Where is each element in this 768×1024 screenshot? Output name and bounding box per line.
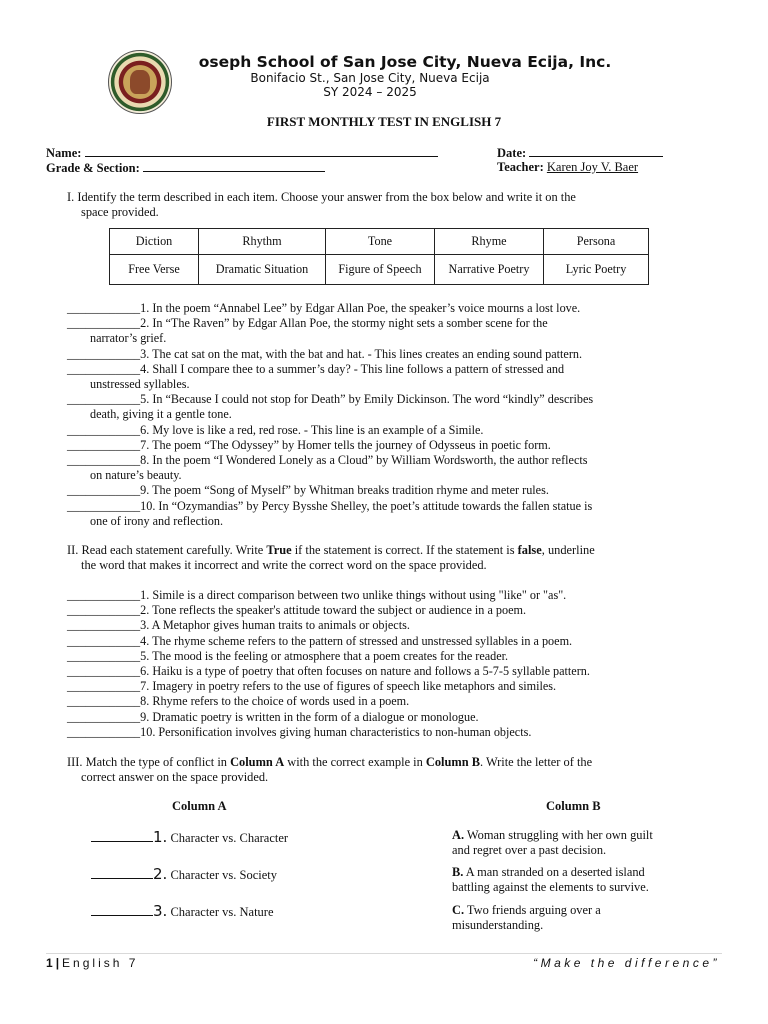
list-item bbox=[67, 725, 727, 740]
item-text: 1. Simile is a direct comparison between two unlike things without using "like" or "as". bbox=[140, 588, 567, 602]
item-text-cont: narrator’s grief. bbox=[90, 331, 167, 346]
term-cell: Dramatic Situation bbox=[199, 255, 326, 285]
item-text: 9. The poem “Song of Myself” by Whitman breaks tradition rhyme and meter rules. bbox=[140, 483, 549, 498]
answer-blank[interactable]: ____________ bbox=[67, 588, 141, 602]
choice-letter: A. bbox=[452, 828, 465, 842]
item-text: 4. The rhyme scheme refers to the pattern of stressed and unstressed syllables in a poem. bbox=[140, 633, 573, 648]
part1-instruction bbox=[67, 190, 727, 220]
list-item bbox=[67, 423, 727, 438]
part3-instr-text: III. Match the type of conflict in bbox=[67, 755, 231, 769]
school-address-block bbox=[150, 71, 590, 99]
date-field[interactable] bbox=[529, 145, 663, 157]
answer-blank[interactable]: ____________ bbox=[67, 633, 141, 648]
item-text: 5. The mood is the feeling or atmosphere that a poem creates for the reader. bbox=[140, 648, 509, 663]
list-item bbox=[67, 438, 727, 453]
term-cell: Tone bbox=[326, 229, 435, 255]
choice-text-cont: and regret over a past decision. bbox=[452, 843, 607, 857]
choice-text: Two friends arguing over a bbox=[466, 903, 601, 917]
part3-instruction-line1 bbox=[67, 755, 727, 770]
column-b-item-b bbox=[452, 865, 722, 895]
list-item bbox=[67, 301, 727, 316]
column-b-line1 bbox=[452, 903, 722, 918]
name-field[interactable] bbox=[85, 145, 438, 157]
column-a-item-2 bbox=[91, 865, 277, 883]
answer-blank[interactable]: ____________ bbox=[67, 301, 141, 315]
answer-blank[interactable]: ____________ bbox=[67, 694, 141, 709]
column-b-line1 bbox=[452, 865, 722, 880]
item-text: 6. Haiku is a type of poetry that often focuses on nature and follows a 5-7-5 syllable pattern. bbox=[140, 664, 590, 679]
answer-blank[interactable]: ____________ bbox=[67, 483, 141, 498]
list-item bbox=[67, 362, 727, 392]
list-item bbox=[67, 634, 727, 649]
answer-blank[interactable]: ____________ bbox=[67, 453, 141, 468]
item-text: 9. Dramatic poetry is written in the form of a dialogue or monologue. bbox=[140, 709, 479, 724]
choice-letter: C. bbox=[452, 903, 465, 917]
item-text-cont: on nature’s beauty. bbox=[90, 468, 182, 483]
term-cell: Free Verse bbox=[110, 255, 199, 285]
answer-blank[interactable]: ____________ bbox=[67, 361, 141, 376]
column-b-title: Column B bbox=[546, 799, 601, 813]
answer-blank[interactable]: ____________ bbox=[67, 316, 141, 331]
match-answer-blank[interactable] bbox=[91, 829, 153, 842]
list-item bbox=[67, 649, 727, 664]
part3-instruction-line2: correct answer on the space provided. bbox=[81, 770, 269, 784]
grade-row bbox=[46, 160, 325, 176]
choice-text: Woman struggling with her own guilt bbox=[466, 828, 653, 842]
item-text: 8. Rhyme refers to the choice of words used in a poem. bbox=[140, 694, 410, 709]
item-text-cont: one of irony and reflection. bbox=[90, 513, 223, 528]
item-text: 2. Tone reflects the speaker's attitude toward the subject or audience in a poem. bbox=[140, 603, 527, 618]
grade-field[interactable] bbox=[143, 160, 325, 172]
part2-instr-text: , underline bbox=[541, 543, 595, 557]
list-item bbox=[67, 664, 727, 679]
choice-text-cont: battling against the elements to survive. bbox=[452, 880, 649, 894]
match-answer-blank[interactable] bbox=[91, 903, 153, 916]
part1-instruction-line1: I. Identify the term described in each item. Choose your answer from the box below and write it on the bbox=[67, 190, 576, 204]
part2-instr-text: if the statement is correct. If the statement is bbox=[291, 543, 518, 557]
teacher-row bbox=[497, 160, 638, 175]
part2-instr-true: True bbox=[266, 543, 292, 557]
term-cell: Diction bbox=[110, 229, 199, 255]
part1-items bbox=[67, 301, 727, 529]
item-text: 7. The poem “The Odyssey” by Homer tells the journey of Odysseus in poetic form. bbox=[140, 437, 551, 452]
term-cell: Persona bbox=[544, 229, 649, 255]
choice-text-cont: misunderstanding. bbox=[452, 918, 544, 932]
teacher-label: Teacher: bbox=[497, 160, 544, 174]
list-item bbox=[67, 453, 727, 483]
choice-letter: B. bbox=[452, 865, 464, 879]
school-name: oseph School of San Jose City, Nueva Ecija, Inc. bbox=[198, 53, 612, 71]
column-a-title: Column A bbox=[172, 799, 227, 813]
list-item bbox=[67, 618, 727, 633]
answer-blank[interactable]: ____________ bbox=[67, 648, 141, 663]
page-number: 1 bbox=[46, 956, 56, 970]
part2-instr-text: II. Read each statement carefully. Write bbox=[67, 543, 267, 557]
part3-instr-col-b: Column B bbox=[425, 755, 480, 769]
part2-instr-false: false bbox=[517, 543, 542, 557]
item-text-cont: death, giving it a gentle tone. bbox=[90, 407, 232, 422]
part3-instr-text: . Write the letter of the bbox=[479, 755, 593, 769]
teacher-name: Karen Joy V. Baer bbox=[546, 160, 639, 174]
column-b-item-a bbox=[452, 828, 722, 858]
answer-blank[interactable]: ____________ bbox=[67, 346, 141, 361]
term-cell: Rhyme bbox=[435, 229, 544, 255]
column-b-item-c bbox=[452, 903, 722, 933]
list-item bbox=[67, 392, 727, 422]
item-text: 6. My love is like a red, red rose. - This line is an example of a Simile. bbox=[140, 422, 484, 437]
part2-items bbox=[67, 588, 727, 740]
list-item bbox=[67, 499, 727, 529]
part3-instr-col-a: Column A bbox=[230, 755, 285, 769]
date-label: Date: bbox=[497, 146, 527, 160]
part2-instruction bbox=[67, 543, 727, 573]
list-item bbox=[67, 603, 727, 618]
list-item bbox=[67, 483, 727, 498]
part1-instruction-line2: space provided. bbox=[81, 205, 159, 219]
answer-blank[interactable]: ____________ bbox=[67, 392, 141, 407]
part3-instr-text: with the correct example in bbox=[284, 755, 426, 769]
footer-subject: English 7 bbox=[62, 956, 139, 970]
item-text: 10. In “Ozymandias” by Percy Bysshe Shelley, the poet’s attitude towards the fallen statue is bbox=[140, 498, 593, 513]
list-item bbox=[67, 347, 727, 362]
list-item bbox=[67, 316, 727, 346]
column-a-item-1 bbox=[91, 828, 288, 846]
item-text: 7. Imagery in poetry refers to the use of figures of speech like metaphors and similes. bbox=[140, 679, 557, 694]
choice-text: A man stranded on a deserted island bbox=[465, 865, 645, 879]
answer-blank[interactable]: ____________ bbox=[67, 498, 141, 513]
match-number: 2. bbox=[153, 865, 168, 883]
answer-blank[interactable]: ____________ bbox=[67, 724, 141, 739]
item-text: 5. In “Because I could not stop for Death” by Emily Dickinson. The word “kindly” describes bbox=[140, 392, 594, 407]
item-text: 3. The cat sat on the mat, with the bat and hat. - This lines creates an ending sound pattern. bbox=[140, 346, 583, 361]
conflict-type: Character vs. Society bbox=[170, 868, 277, 882]
footer-motto: “Make the difference” bbox=[533, 956, 720, 970]
name-row bbox=[46, 145, 438, 161]
part3-instruction bbox=[67, 755, 727, 785]
list-item bbox=[67, 710, 727, 725]
answer-blank[interactable]: ____________ bbox=[67, 679, 141, 694]
conflict-type: Character vs. Nature bbox=[170, 905, 274, 919]
footer-divider bbox=[46, 953, 722, 954]
answer-blank[interactable]: ____________ bbox=[67, 422, 141, 437]
answer-blank[interactable]: ____________ bbox=[67, 603, 141, 618]
match-answer-blank[interactable] bbox=[91, 866, 153, 879]
item-text-cont: unstressed syllables. bbox=[90, 377, 190, 392]
footer-page-info bbox=[46, 956, 138, 970]
item-text: 4. Shall I compare thee to a summer’s day? - This line follows a pattern of stressed and bbox=[140, 361, 565, 376]
part2-instruction-line1 bbox=[67, 543, 727, 558]
part2-instruction-line2: the word that makes it incorrect and write the correct word on the space provided. bbox=[81, 558, 487, 572]
conflict-type: Character vs. Character bbox=[170, 831, 289, 845]
school-address: Bonifacio St., San Jose City, Nueva Ecija bbox=[250, 71, 490, 85]
date-row bbox=[497, 145, 663, 161]
term-cell: Figure of Speech bbox=[326, 255, 435, 285]
exam-title: FIRST MONTHLY TEST IN ENGLISH 7 bbox=[266, 114, 502, 129]
list-item bbox=[67, 694, 727, 709]
logo-emblem bbox=[130, 70, 150, 94]
name-label: Name: bbox=[46, 146, 82, 160]
item-text: 10. Personification involves giving human characteristics to non-human objects. bbox=[140, 724, 532, 739]
grade-label: Grade & Section: bbox=[46, 161, 140, 175]
item-text: 3. A Metaphor gives human traits to animals or objects. bbox=[140, 618, 410, 633]
answer-blank[interactable]: ____________ bbox=[67, 618, 141, 633]
match-number: 3. bbox=[153, 902, 168, 920]
list-item bbox=[67, 588, 727, 603]
term-cell: Rhythm bbox=[199, 229, 326, 255]
item-text: 8. In the poem “I Wondered Lonely as a Cloud” by William Wordsworth, the author reflects bbox=[140, 453, 588, 468]
item-text: 2. In “The Raven” by Edgar Allan Poe, the stormy night sets a somber scene for the bbox=[140, 316, 548, 331]
terms-box bbox=[109, 228, 649, 285]
column-a-item-3 bbox=[91, 902, 274, 920]
answer-blank[interactable]: ____________ bbox=[67, 709, 141, 724]
item-text: 1. In the poem “Annabel Lee” by Edgar Allan Poe, the speaker’s voice mourns a lost love. bbox=[140, 301, 581, 315]
answer-blank[interactable]: ____________ bbox=[67, 664, 141, 679]
column-b-line1 bbox=[452, 828, 722, 843]
match-number: 1. bbox=[153, 828, 168, 846]
footer-separator: | bbox=[55, 956, 63, 970]
term-cell: Lyric Poetry bbox=[544, 255, 649, 285]
school-year: SY 2024 – 2025 bbox=[323, 85, 417, 99]
list-item bbox=[67, 679, 727, 694]
term-cell: Narrative Poetry bbox=[435, 255, 544, 285]
answer-blank[interactable]: ____________ bbox=[67, 437, 141, 452]
